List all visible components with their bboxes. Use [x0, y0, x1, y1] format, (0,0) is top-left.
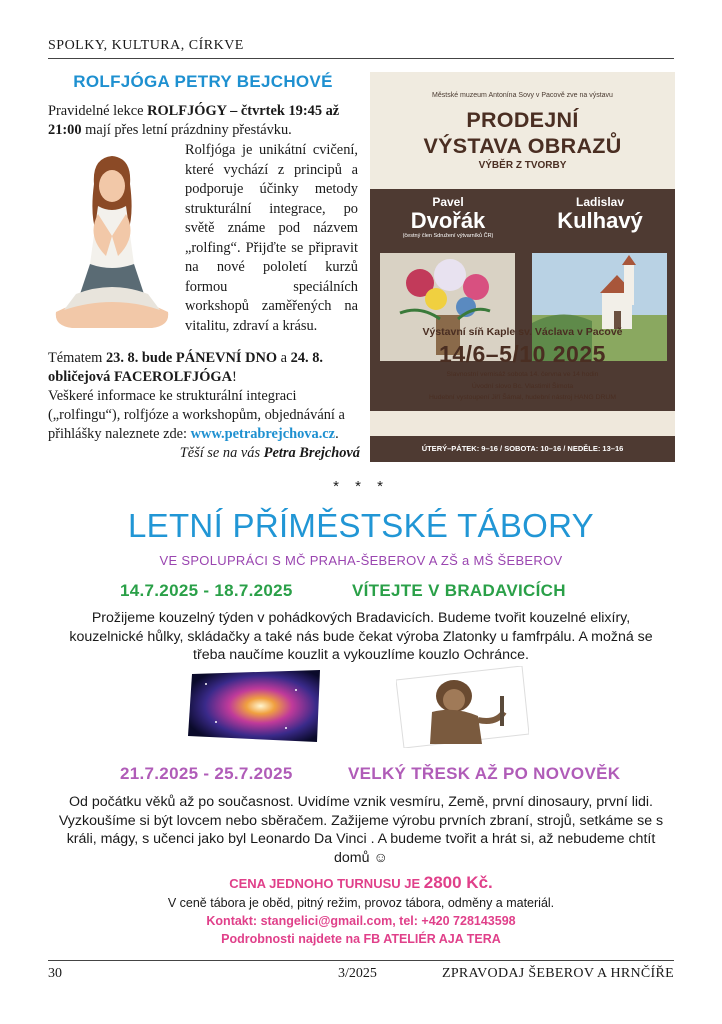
poster-title-line2: VÝSTAVA OBRAZŮ	[423, 134, 622, 158]
exhibition-poster	[370, 72, 675, 462]
yoga-title: ROLFJÓGA PETRY BEJCHOVÉ	[73, 72, 333, 91]
artist-2: Ladislav Kulhavý	[557, 195, 643, 233]
camp-contact: Kontakt: stangelici@gmail.com, tel: +420 728143598	[206, 914, 516, 928]
publication-name: ZPRAVODAJ ŠEBEROV A HRNČÍŘE	[441, 966, 674, 981]
camp-subtitle: VE SPOLUPRÁCI S MČ PRAHA-ŠEBEROV A ZŠ a MŠ ŠEBEROV	[159, 553, 563, 568]
page-number: 30	[48, 966, 62, 981]
yoga-details	[48, 349, 360, 463]
footer-rule	[48, 960, 674, 961]
camp-includes: V ceně tábora je oběd, pitný režim, provoz tábora, odměny a materiál.	[167, 896, 555, 910]
poster-dates: 14/6–5/10 2025	[439, 341, 606, 367]
caveman-image	[396, 666, 529, 748]
yoga-info: Veškeré informace ke strukturální integraci („rolfingu“), rolfjóze a workshopům, objednávání a přihlášky naleznete zde: www.petrabrejchova.cz.	[48, 388, 345, 442]
poster-invite: Městské muzeum Antonína Sovy v Pacově zve na výstavu	[432, 92, 613, 99]
yoga-body: Rolfjóga je unikátní cvičení, které vychází z principů a podporuje účinky metody strukturální integrace, po světě známe pod názvem „rolfing“. Přijďte se připravit na nové pololetí kurzů formou speciálních workshopů zaměřených na vitalitu, zdraví a krásu.	[185, 142, 358, 334]
contact-email[interactable]: stangelici@gmail.com	[260, 914, 393, 928]
galaxy-image	[186, 670, 323, 742]
contact-phone[interactable]: +420 728143598	[421, 914, 516, 928]
week1-theme: VÍTEJTE V BRADAVICÍCH	[352, 581, 566, 600]
poster-vernisage: Slavnostní vernisáž sobota 14. června ve 14 hodin	[446, 371, 599, 378]
poster-title-line1: PRODEJNÍ	[466, 108, 579, 132]
poster-music: Hudební vystoupení Jiří Šámal, hudební nástroj HANG DRUM	[429, 394, 616, 402]
poster-opening-hours: ÚTERÝ–PÁTEK: 9–16 / SOBOTA: 10–16 / NEDĚLE: 13–16	[370, 436, 675, 462]
section-header: SPOLKY, KULTURA, CÍRKVE	[48, 38, 244, 53]
poster-subtitle: VÝBĚR Z TVORBY	[478, 160, 567, 171]
artist-1: Pavel Dvořák (čestný člen Sdružení výtvarníků ČR)	[402, 195, 494, 239]
yoga-topics: Tématem 23. 8. bude PÁNEVNÍ DNO a 24. 8. obličejová FACEROLFJÓGA!	[48, 350, 324, 385]
yoga-website-link[interactable]: www.petrabrejchova.cz	[190, 426, 336, 442]
week2-description: Od počátku věků až po současnost. Uvidíme vznik vesmíru, Země, první dinosaury, první lidi. Vyzkoušíme si být lovcem nebo sběračem. Zažijeme výrobu prvních zbraní, strojů, setkáme se s králi, mágy, s učenci jako byl Leonardo Da Vinci . A budeme tvořit a hrát si, až nebudeme chtít domů ☺	[58, 794, 664, 866]
week2-dates: 21.7.2025 - 25.7.2025	[120, 764, 293, 783]
week2-theme: VELKÝ TŘESK AŽ PO NOVOVĚK	[348, 764, 621, 783]
poster-opening: Úvodní slovo Bc. Vlastimil Šimota	[471, 382, 574, 390]
camp-price: CENA JEDNOHO TURNUSU JE 2800 Kč.	[229, 873, 493, 892]
section-separator: * * *	[333, 478, 389, 495]
week1-description: Prožijeme kouzelný týden v pohádkových Bradavicích. Budeme tvořit kouzelné elixíry, kouzelnické hůlky, skládačky a také nás bude čekat výroba Zlatonky u famfrpálu. A možná se třeba naučíme kouzlit a vykouzlíme kouzlo Ochránce.	[69, 610, 653, 663]
issue-number: 3/2025	[338, 966, 377, 981]
yoga-woman-photo	[48, 144, 176, 344]
header-rule	[48, 58, 674, 59]
yoga-intro: Pravidelné lekce ROLFJÓGY – čtvrtek 19:45 až 21:00 mají přes letní prázdniny přestávku.	[48, 103, 340, 138]
week1-dates: 14.7.2025 - 18.7.2025	[120, 581, 293, 600]
camp-more-info: Podrobnosti najdete na FB ATELIÉR AJA TERA	[221, 932, 501, 946]
camp-title: LETNÍ PŘÍMĚSTSKÉ TÁBORY	[128, 507, 594, 544]
poster-venue: Výstavní síň Kaple sv. Václava v Pacově	[422, 326, 623, 338]
yoga-signature: Těší se na vás Petra Brejchová	[179, 445, 360, 461]
